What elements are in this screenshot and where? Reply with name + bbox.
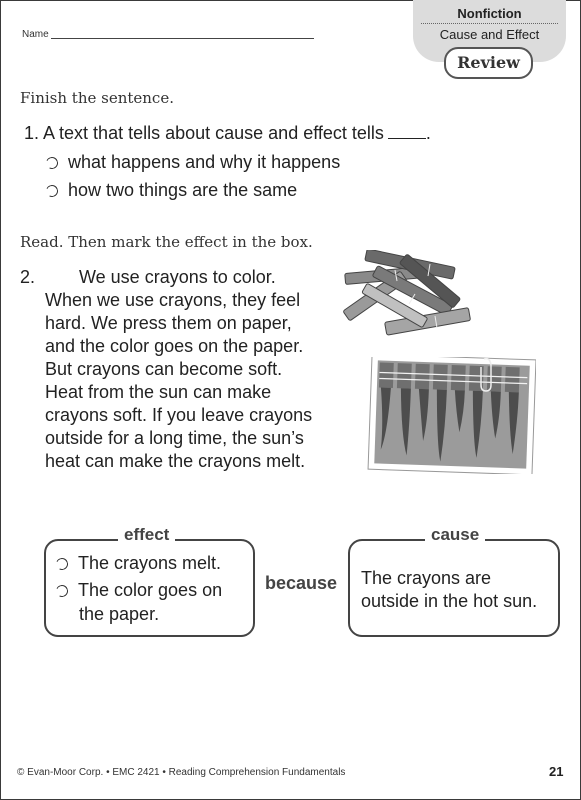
question-1-number: 1. [24, 123, 40, 143]
effect-option-1-text: The crayons melt. [78, 553, 222, 573]
name-input-line[interactable] [51, 38, 314, 39]
passage-line: When we use crayons, they feel [45, 290, 301, 310]
footer-credit: © Evan-Moor Corp. • EMC 2421 • Reading Comprehension Fundamentals [17, 767, 346, 778]
tab-title: Nonfiction [457, 6, 522, 21]
passage-line: We use crayons to color. [79, 267, 276, 287]
question-1-period: . [425, 123, 431, 143]
q1-option-1[interactable] [46, 152, 340, 173]
passage-line: Heat from the sun can make [45, 382, 272, 402]
answer-bubble-icon[interactable] [44, 183, 59, 198]
q1-option-2[interactable] [46, 180, 297, 201]
effect-option-2[interactable] [56, 580, 222, 601]
tab-divider [421, 23, 558, 24]
passage [20, 266, 330, 473]
cause-heading: cause [425, 525, 485, 545]
effect-option-2-text: The color goes on [78, 580, 223, 600]
cause-text-line-1: The crayons are [361, 568, 492, 588]
question-2-number: 2. [20, 267, 36, 287]
question-1-text: A text that tells about cause and effect tells [43, 123, 384, 143]
effect-option-2-text-cont: the paper. [79, 604, 160, 624]
answer-bubble-icon[interactable] [44, 155, 59, 170]
instruction-2: Read. Then mark the effect in the box. [20, 233, 313, 251]
melted-crayons-photo [366, 357, 536, 474]
answer-bubble-icon[interactable] [54, 583, 69, 598]
passage-line: heat can make the crayons melt. [45, 451, 306, 471]
passage-line: crayons soft. If you leave crayons [45, 405, 313, 425]
passage-line: But crayons can become soft. [45, 359, 283, 379]
review-badge: Review [444, 47, 533, 79]
crayons-image [335, 250, 475, 340]
answer-blank[interactable] [388, 138, 426, 139]
effect-option-1[interactable] [56, 553, 221, 574]
name-label: Name [22, 29, 49, 40]
passage-line: and the color goes on the paper. [45, 336, 304, 356]
question-1 [24, 123, 431, 144]
effect-heading: effect [118, 525, 175, 545]
tab-subtitle: Cause and Effect [439, 27, 540, 42]
cause-text-line-2: outside in the hot sun. [361, 591, 538, 611]
q1-option-2-text: how two things are the same [68, 180, 298, 200]
passage-line: outside for a long time, the sun’s [45, 428, 304, 448]
passage-line: hard. We press them on paper, [45, 313, 292, 333]
page-number: 21 [549, 764, 564, 779]
connector-word: because [265, 573, 338, 593]
instruction-1: Finish the sentence. [20, 89, 174, 107]
q1-option-1-text: what happens and why it happens [68, 152, 341, 172]
answer-bubble-icon[interactable] [54, 556, 69, 571]
